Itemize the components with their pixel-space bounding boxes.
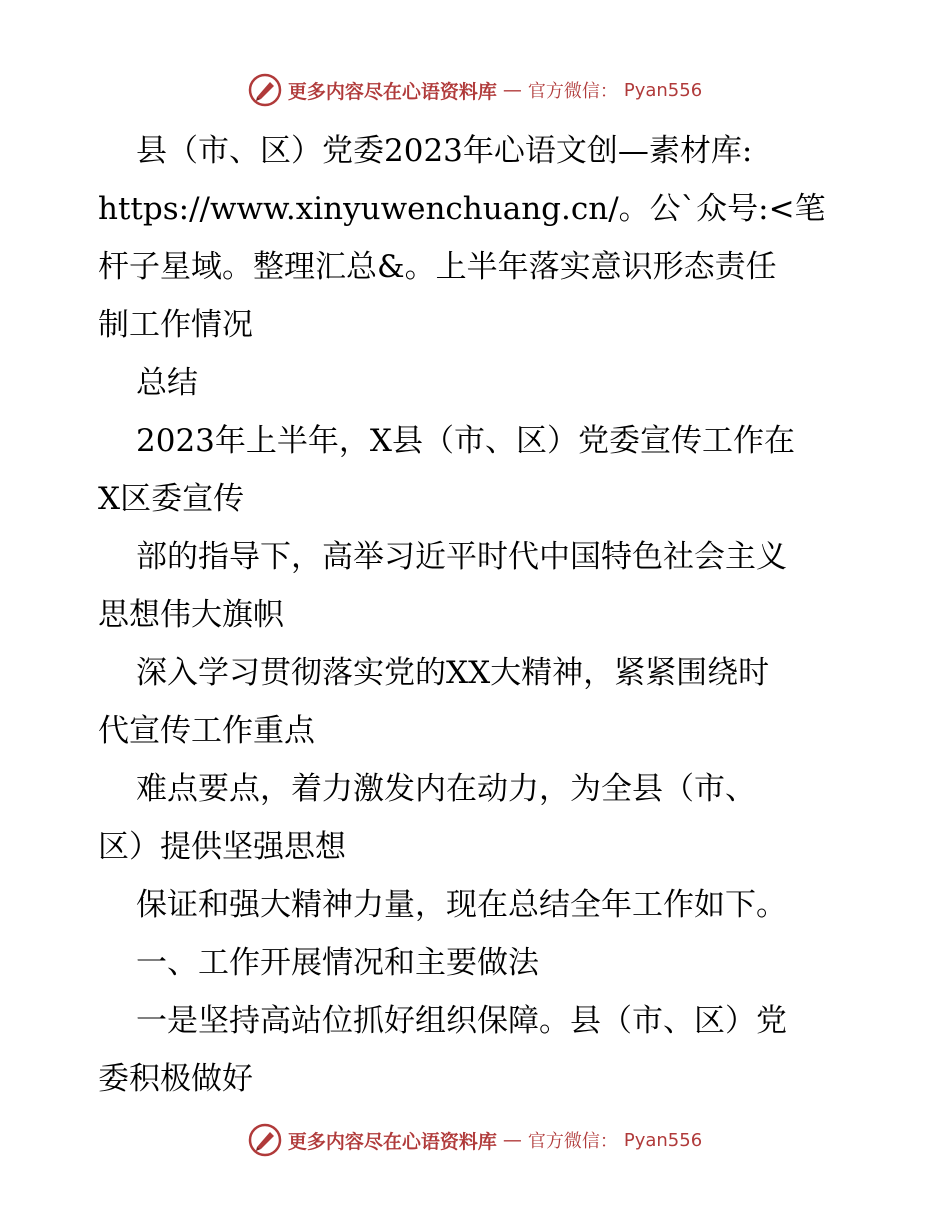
banner-separator: — xyxy=(502,79,522,101)
doc-line: X区委宣传 xyxy=(98,481,245,517)
doc-line: 县（市、区）党委2023年心语文创—素材库: xyxy=(136,133,753,169)
footer-banner xyxy=(0,1120,950,1160)
doc-line: 制工作情况 xyxy=(98,307,253,343)
doc-line: 杆子星域。整理汇总&。上半年落实意识形态责任 xyxy=(98,249,777,285)
doc-line: 一是坚持高站位抓好组织保障。县（市、区）党 xyxy=(136,1003,787,1039)
banner-slogan: 更多内容尽在心语资料库 xyxy=(287,1130,497,1153)
doc-line: 代宣传工作重点 xyxy=(98,713,315,749)
doc-line: 2023年上半年，X县（市、区）党委宣传工作在 xyxy=(136,423,795,459)
doc-line: 部的指导下，高举习近平时代中国特色社会主义 xyxy=(136,539,787,575)
doc-line: 思想伟大旗帜 xyxy=(98,597,284,633)
document-body xyxy=(98,122,858,1108)
doc-line: 一、工作开展情况和主要做法 xyxy=(136,945,539,981)
doc-line: 区）提供坚强思想 xyxy=(98,829,346,865)
header-banner xyxy=(0,70,950,110)
banner-slogan: 更多内容尽在心语资料库 xyxy=(287,80,497,103)
pen-logo-icon xyxy=(248,1123,282,1157)
banner-wechat-id: Pyan556 xyxy=(623,1129,703,1151)
doc-line: 委积极做好 xyxy=(98,1061,253,1097)
doc-line: https://www.xinyuwenchuang.cn/。公`众号:<笔 xyxy=(98,191,826,227)
doc-line: 难点要点，着力激发内在动力，为全县（市、 xyxy=(136,771,756,807)
banner-wechat-id: Pyan556 xyxy=(623,79,703,101)
doc-line: 保证和强大精神力量，现在总结全年工作如下。 xyxy=(136,887,787,923)
banner-wechat-label: 官方微信： xyxy=(527,1131,618,1152)
pen-logo-icon xyxy=(248,73,282,107)
banner-separator: — xyxy=(502,1129,522,1151)
doc-line: 深入学习贯彻落实党的XX大精神，紧紧围绕时 xyxy=(136,655,770,691)
doc-line: 总结 xyxy=(136,365,198,401)
banner-wechat-label: 官方微信： xyxy=(527,81,618,102)
